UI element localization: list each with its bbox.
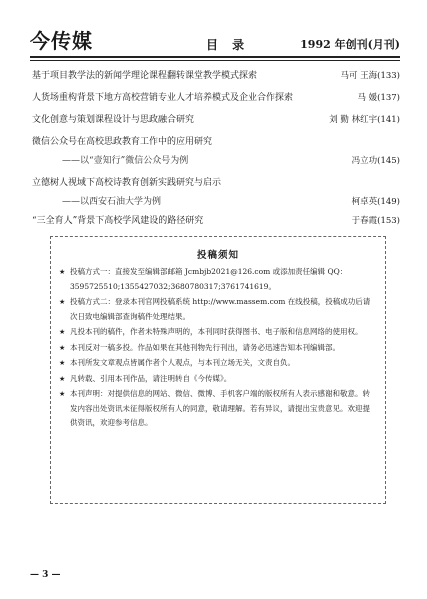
header-rule-thin	[30, 60, 400, 61]
toc-entry[interactable]	[30, 213, 400, 229]
notice-item	[59, 387, 377, 431]
star-bullet-icon: ★	[59, 268, 66, 276]
star-bullet-icon: ★	[59, 298, 66, 306]
notice-item	[59, 356, 377, 371]
star-bullet-icon: ★	[59, 359, 66, 367]
toc-entry[interactable]	[30, 68, 400, 84]
star-bullet-icon: ★	[59, 374, 66, 383]
notice-item-text: 投稿方式二：登录本刊官网投稿系统 http://www.massem.com 在线投稿，投稿成功后请次日致电编辑部查询稿件处理结果。	[70, 297, 371, 321]
journal-logo: 今传媒	[30, 29, 93, 53]
notice-item	[59, 265, 377, 294]
toc-entry[interactable]	[30, 90, 400, 106]
notice-title: 投稿须知	[196, 250, 239, 261]
star-bullet-icon: ★	[59, 328, 66, 336]
star-bullet-icon: ★	[59, 390, 66, 398]
toc-entry-title: 人货场重构背景下地方高校营销专业人才培养模式及企业合作探索	[32, 93, 294, 103]
notice-item	[59, 341, 377, 356]
notice-item-text: 凡转载、引用本刊作品，请注明转自《今传媒》。	[70, 373, 232, 383]
issue-info: 1992 年创刊(月刊)	[300, 38, 400, 51]
toc-entry[interactable]	[30, 134, 400, 150]
notice-item-text: 投稿方式一：直接发至编辑部邮箱 Jcmbjb2021@126.com 或添加责任编辑 QQ：3595725510;1355427032;3680780317;3761741619。	[70, 267, 348, 291]
toc-entry-author-page: 于春霞(153)	[351, 216, 400, 226]
page-number: — 3 —	[30, 570, 61, 580]
toc-entry-subtitle[interactable]	[30, 194, 400, 210]
header-rule-thick	[30, 56, 400, 58]
toc-entry-title: 微信公众号在高校思政教育工作中的应用研究	[32, 137, 213, 147]
notice-item	[59, 325, 377, 340]
toc-entry-author-page: 刘 勤 林红宇(141)	[329, 115, 400, 125]
notice-item	[59, 295, 377, 324]
submission-notice-box	[50, 236, 386, 504]
contents-heading: 目 录	[206, 38, 250, 52]
toc-entry-author-page: 马可 王海(133)	[340, 71, 400, 81]
toc-entry-author-page: 马 媛(137)	[357, 93, 400, 103]
toc-entry-title: “三全育人”背景下高校学风建设的路径研究	[32, 216, 204, 226]
toc-entry-subtitle-text: ——以“壹知行”微信公众号为例	[62, 156, 189, 166]
notice-item-text: 本刊声明：对提供信息的网站、微信、微博、手机客户端的版权所有人表示感谢和敬意。转发内容出处资讯未征得版权所有人的同意，敬请理解。若有异议，请提出宝贵意见。欢迎提供资讯，欢迎参考信息。	[70, 389, 370, 427]
notice-item-text: 本刊所发文章观点皆属作者个人观点，与本刊立场无关，文责自负。	[70, 358, 295, 367]
toc-entry-author-page: 柯卓英(149)	[351, 197, 400, 207]
toc-entry-title: 立德树人视域下高校诗教育创新实践研究与启示	[32, 178, 222, 188]
toc-entry-author-page: 冯立功(145)	[351, 156, 400, 166]
notice-list	[59, 265, 377, 432]
toc-entry-title: 文化创意与策划课程设计与思政融合研究	[32, 115, 195, 125]
star-bullet-icon: ★	[59, 343, 66, 352]
toc-entry-subtitle[interactable]	[30, 153, 400, 169]
notice-item-text: 本刊反对一稿多投。作品如果在其他刊物先行刊出，请务必迅速告知本刊编辑部。	[70, 342, 340, 352]
notice-item	[59, 372, 377, 387]
toc-entry[interactable]	[30, 175, 400, 191]
toc-entry[interactable]	[30, 112, 400, 128]
toc-entry-title: 基于项目教学法的新闻学理论课程翻转课堂教学模式探索	[32, 71, 258, 81]
notice-item-text: 凡投本刊的稿件，作者未特殊声明的，本刊同时获得图书、电子版和信息网络的使用权。	[70, 327, 363, 336]
toc-entry-subtitle-text: ——以西安石油大学为例	[62, 197, 162, 207]
page-header	[30, 30, 400, 54]
